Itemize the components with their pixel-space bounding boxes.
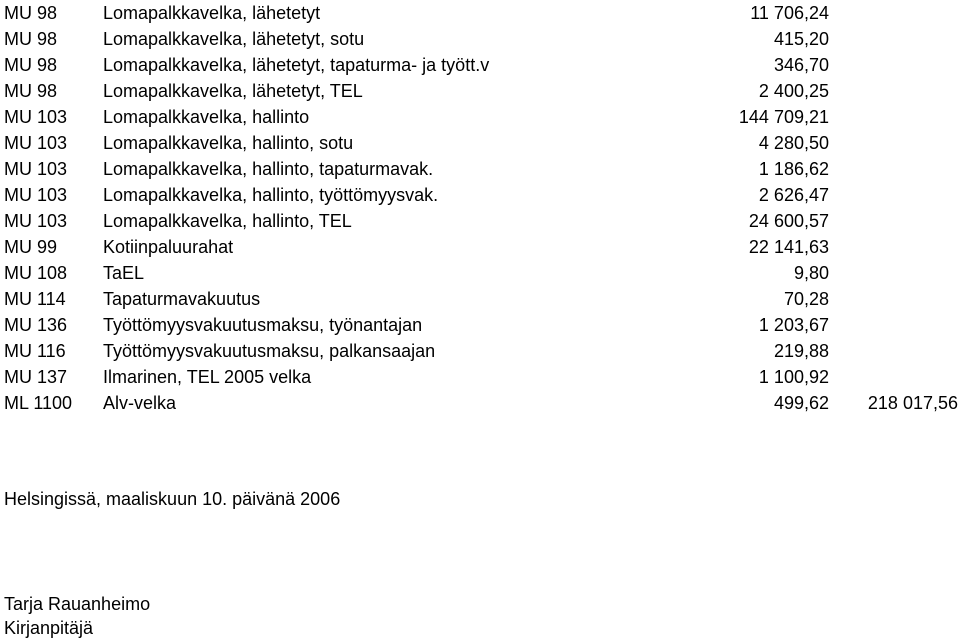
ledger-row — [0, 312, 960, 338]
account-description: Lomapalkkavelka, lähetetyt, tapaturma- ja tyött.v — [103, 55, 490, 75]
ledger-row — [0, 338, 960, 364]
account-description: Lomapalkkavelka, hallinto, sotu — [103, 133, 354, 153]
amount-value: 11 706,24 — [750, 3, 829, 23]
account-code: MU 136 — [4, 315, 68, 335]
account-description: Lomapalkkavelka, lähetetyt — [103, 3, 321, 23]
amount-value: 1 186,62 — [758, 159, 829, 179]
account-code: MU 98 — [4, 29, 58, 49]
amount-value: 144 709,21 — [738, 107, 829, 127]
account-description: Työttömyysvakuutusmaksu, palkansaajan — [103, 341, 436, 361]
ledger-row — [0, 52, 960, 78]
account-code: MU 103 — [4, 159, 68, 179]
ledger-row — [0, 364, 960, 390]
amount-value: 346,70 — [773, 55, 829, 75]
account-description: Kotiinpaluurahat — [103, 237, 234, 257]
account-code: ML 1100 — [4, 393, 73, 413]
account-code: MU 114 — [4, 289, 66, 309]
ledger-row — [0, 286, 960, 312]
place-date-line: Helsingissä, maaliskuun 10. päivänä 2006 — [4, 489, 341, 509]
account-code: MU 116 — [4, 341, 66, 361]
account-description: Lomapalkkavelka, hallinto, työttömyysvak. — [103, 185, 439, 205]
ledger-row — [0, 234, 960, 260]
account-description: Lomapalkkavelka, lähetetyt, TEL — [103, 81, 363, 101]
account-code: MU 98 — [4, 81, 58, 101]
account-code: MU 108 — [4, 263, 68, 283]
amount-value: 219,88 — [773, 341, 829, 361]
ledger-row — [0, 0, 960, 26]
ledger-row — [0, 104, 960, 130]
account-code: MU 99 — [4, 237, 58, 257]
account-description: Lomapalkkavelka, hallinto, tapaturmavak. — [103, 159, 434, 179]
account-code: MU 103 — [4, 133, 68, 153]
amount-value: 415,20 — [773, 29, 829, 49]
ledger-row — [0, 26, 960, 52]
ledger-row — [0, 130, 960, 156]
account-description: Työttömyysvakuutusmaksu, työnantajan — [103, 315, 423, 335]
amount-value: 2 400,25 — [758, 81, 829, 101]
total-value: 218 017,56 — [867, 393, 958, 413]
amount-value: 9,80 — [793, 263, 829, 283]
amount-value: 499,62 — [773, 393, 829, 413]
account-description: Lomapalkkavelka, hallinto, TEL — [103, 211, 352, 231]
account-description: Lomapalkkavelka, hallinto — [103, 107, 310, 127]
account-code: MU 98 — [4, 3, 58, 23]
amount-value: 1 203,67 — [758, 315, 829, 335]
signer-name: Tarja Rauanheimo — [4, 594, 151, 614]
account-code: MU 103 — [4, 211, 68, 231]
ledger-row — [0, 390, 960, 416]
amount-value: 4 280,50 — [758, 133, 829, 153]
ledger-row — [0, 182, 960, 208]
account-code: MU 98 — [4, 55, 58, 75]
account-description: Lomapalkkavelka, lähetetyt, sotu — [103, 29, 365, 49]
account-code: MU 103 — [4, 185, 68, 205]
ledger-row — [0, 78, 960, 104]
account-description: Alv-velka — [103, 393, 177, 413]
amount-value: 22 141,63 — [748, 237, 829, 257]
ledger-row — [0, 156, 960, 182]
ledger-row — [0, 208, 960, 234]
account-description: Tapaturmavakuutus — [103, 289, 261, 309]
account-description: Ilmarinen, TEL 2005 velka — [103, 367, 312, 387]
amount-value: 24 600,57 — [748, 211, 829, 231]
account-description: TaEL — [103, 263, 145, 283]
account-code: MU 103 — [4, 107, 68, 127]
amount-value: 2 626,47 — [758, 185, 829, 205]
ledger-row — [0, 260, 960, 286]
amount-value: 70,28 — [783, 289, 829, 309]
amount-value: 1 100,92 — [758, 367, 829, 387]
signer-title: Kirjanpitäjä — [4, 618, 94, 638]
account-code: MU 137 — [4, 367, 68, 387]
